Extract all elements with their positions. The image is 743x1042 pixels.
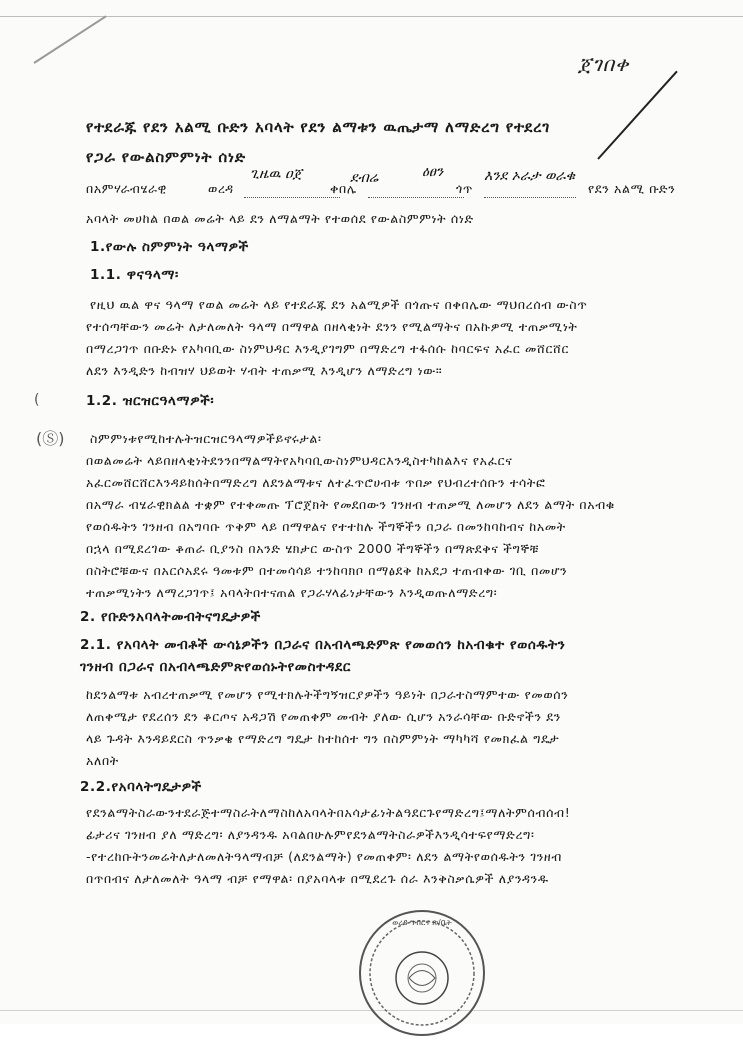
- para2-line: ተጠቃሚነትን ለማረጋገጥ፤ አባላትበተናጠል የጋራሃላፊነታቸውን እንዲወጡለማድረግ፡: [86, 585, 498, 600]
- margin-mark: (: [34, 392, 40, 408]
- handwritten-woreda: ጊዜዉ ዐጀ: [250, 166, 303, 182]
- para2-line: አፈርመሸርሸርእንዳይከሰትበማድረግ ለደንልማቱና ለተፈጥሮሀብቱ ጥበቃ የህብረተሰቡን ተሳትፎ: [86, 475, 546, 490]
- para3-line: ለጠቀሜታ የደረሰን ደን ቆርጦና አዳጋሽ የመጠቀም መብት ያለው ሲሆን አንራሳቸው ቡድኖችን ደን: [86, 709, 561, 724]
- para4-line: በጥበብና ለታለመለት ዓላማ ብቻ የማዋል፡ በያአባላቱ በሚደረጉ ሰራ እንቅስቃሴዎች ለያንዳንዱ: [86, 871, 549, 886]
- para1-line: የተሰጣቸውን መሬት ለታለመለት ዓላማ በማዋል በዘላቂነት ደንን የሚልማትና በአኩዎሚ ተጠቃሚነት: [86, 319, 578, 334]
- section-1-heading: 1.የውሉ ስምምነት ዓላማዎች: [90, 239, 249, 255]
- stamp-text: ወረዳ ግብርና ጽ/ቤት: [392, 918, 452, 927]
- para2-line: በስትሮቹውና በአርሶአደሩ ዓመቱም በተመሳሳይ ተንከባክቦ በማፅደቅ ከአደጋ ተጠብቀው ገቢ በመሆን: [86, 563, 568, 578]
- intro-group-label: የደን አልሚ ቡድን: [588, 181, 676, 196]
- official-stamp: [357, 908, 487, 1038]
- para4-line: -የተረከቡትንመሬትለታለመለትዓላማብቻ (ለደንልማት) የመጠቀም፡ ለደን ልማትየወሰዱትን ገንዘብ: [86, 849, 562, 864]
- intro-line-2: አባላት መሀከል በወል መሬት ላይ ደን ለማልማት የተወሰደ የውልስምምነት ሰነድ: [86, 211, 474, 226]
- got-blank: [484, 196, 576, 198]
- section-2-1-heading-cont: ገንዘብ በጋራና በአብላጫድምጽየወሰኑትየመስተዳደር: [80, 659, 351, 675]
- para3-line: አለበት: [86, 753, 119, 768]
- para3-line: ከደንልማቱ አብረተጠቃሚ የመሆን የሚተክሉትችግኝዝርያዎችን ዓይነት በጋራተስማምተው የመወሰን: [86, 687, 569, 702]
- para1-line: በማረጋገጥ በቡድኑ የአካባቢው ስነምህዳር እንዲያገግም በማድረግ ተፋሰሱ ከባርፍና አፈር መሸርሸር: [86, 341, 570, 356]
- section-2-1-heading: 2.1. የአባላት መብቶች ውሳኔዎችን በጋራና በአብላጫድምጽ የመወሰን ከአብቁተ የወሰዱትን: [80, 637, 566, 653]
- section-1-1-heading: 1.1. ዋናዓላማ፡: [90, 267, 179, 283]
- section-2-2-heading: 2.2.የአባላትግዴታዎች: [80, 779, 202, 795]
- para2-line: ስምምነቱየሚከተሉትዝርዝርዓላማዎችይኖሩታል፡: [90, 431, 322, 446]
- scan-mark-line: [33, 15, 106, 64]
- section-1-2-heading: 1.2. ዝርዝርዓላማዎች፡: [86, 393, 215, 409]
- para2-line: የወሰዱትን ገንዘብ በአግባቡ ጥቅም ላይ በማዋልና የተተከሉ ችግኞችን በጋራ በመንከባከብና ከአመት: [86, 519, 566, 534]
- handwritten-stroke: [597, 71, 677, 160]
- para2-line: በአማራ ብሄራዊክልል ተቋም የተቀመጡ ፕሮጀክት የመደበውን ገንዘብ ተጠቃሚ ለመሆን ለደን ልማት በአብቁ: [86, 497, 615, 512]
- page-edge-top: [0, 16, 743, 17]
- para1-line: ለደን እንዲድን ከብዝሃ ህይወት ሃብት ተጠቃሚ እንዲሆን ለማድረግ ነው።: [86, 363, 443, 378]
- para2-line: በኋላ በሚደረገው ቆጠራ ቢያንስ በአንድ ሄክታር ውስጥ 2000 ችግኞችን በማጽደቅና ችግኞቹ: [86, 541, 540, 556]
- woreda-blank: [244, 196, 340, 198]
- handwritten-page-note: ጀገበቀ: [578, 52, 630, 76]
- para2-line: በወልመሬት ላይበዘላቂነትደንንበማልማትየአካባቢውስነምህዳርእንዲስተካከልእና የአፈርና: [86, 453, 513, 468]
- intro-region-label: በአምሃራብሄራዊ: [86, 181, 167, 196]
- para4-line: የደንልማትስራውንተደራጅተማስራትለማስከለአባላትበአሳታፊነትልዓደርጉየማድረግ፤ማለትምሰብሰብ!: [86, 805, 571, 820]
- kebele-blank: [368, 196, 464, 198]
- para1-line: የዚህ ዉል ዋና ዓላማ የወል መሬት ላይ የተደራጁ ደን አልሚዎች በጎጡና በቀበሌው ማህበረሰብ ውስጥ: [90, 297, 588, 312]
- intro-got-label: ጎጥ: [456, 181, 474, 196]
- para4-line: ፊታሪና ገንዘብ ያለ ማድረግ፡ ለያንዳንዱ አባልበሁሉምየደንልማትስራዎችእንዲሳተፍየማድረግ፡: [86, 827, 535, 842]
- handwritten-kebele: ደብሬ: [350, 170, 379, 186]
- margin-hole-mark: (Ⓢ): [36, 429, 65, 448]
- handwritten-got: ዕፀን: [422, 164, 444, 180]
- handwritten-group: እንደ ኦራታ ወራቁ: [484, 168, 575, 184]
- document-title-line-1: የተደራጁ የደን አልሚ ቡድን አባላት የደን ልማቱን ዉጤታማ ለማድረግ የተደረገ: [86, 118, 550, 136]
- section-2-heading: 2. የቡድንአባላትመብትናግዴታዎች: [80, 609, 261, 625]
- para3-line: ላይ ጉዳት እንዳይደርስ ጥንቃቄ የማድረግ ግዴታ ከተከሰተ ግን በስምምነት ማካካሻ የመክፈል ግዴታ: [86, 731, 560, 746]
- intro-woreda-label: ወረዳ: [208, 181, 234, 196]
- document-title-line-2: የጋራ የውልስምምነት ሰነድ: [86, 148, 246, 166]
- intro-kebele-label: ቀበሌ: [330, 181, 357, 196]
